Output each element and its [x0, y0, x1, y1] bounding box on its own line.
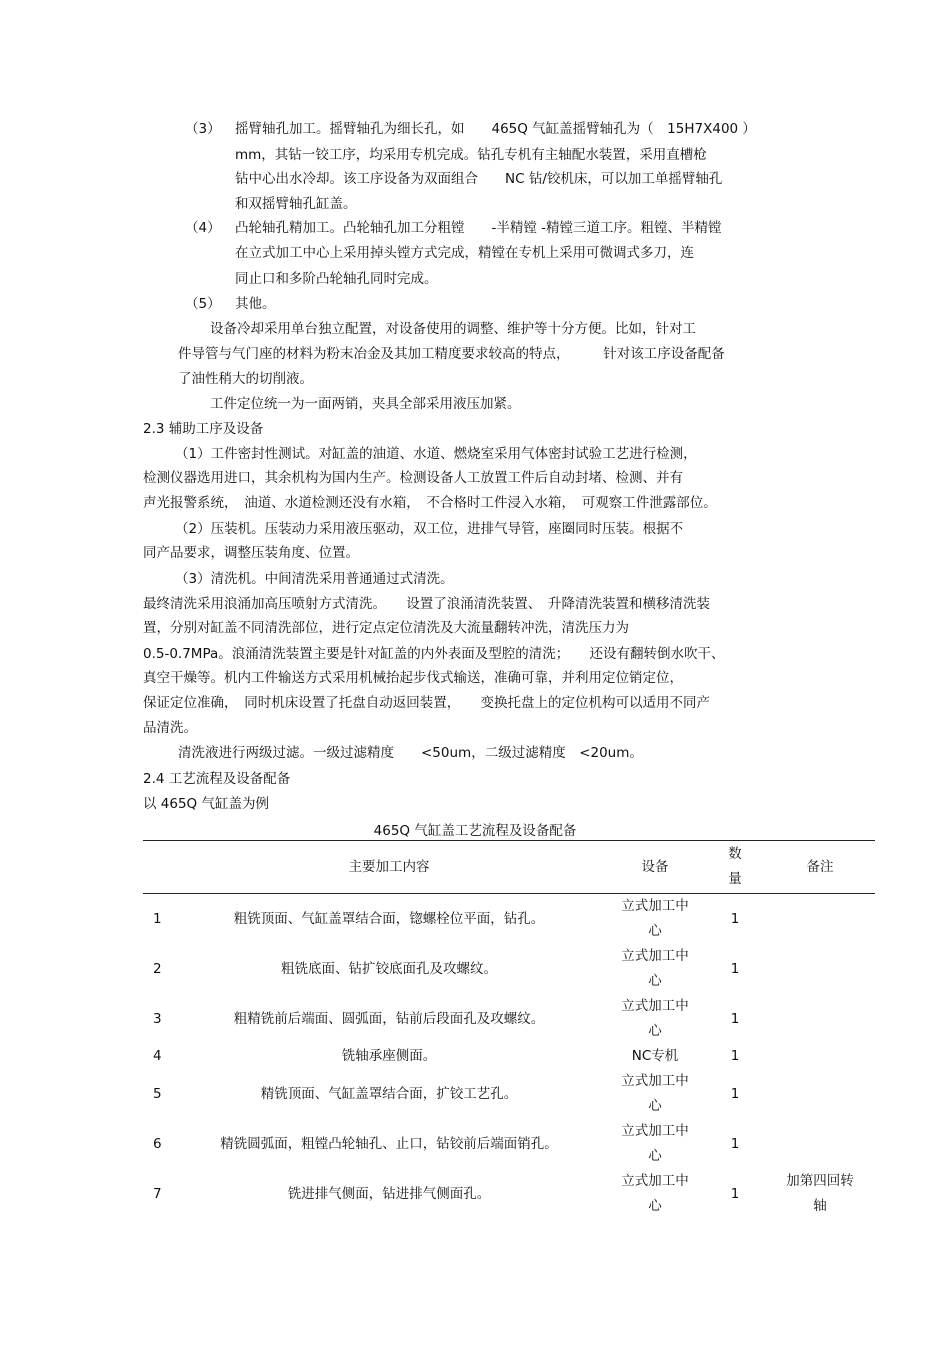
row-index: 2 [153, 960, 162, 977]
table-header-row [143, 841, 875, 894]
row-note [765, 944, 875, 994]
row-note [765, 1119, 875, 1169]
header-quantity-line: 数 [728, 846, 742, 862]
text-line: （3）清洗机。中间清洗采用普通通过式清洗。 [175, 571, 454, 587]
note-line: 轴 [813, 1198, 827, 1214]
text-line: 摇臂轴孔加工。摇臂轴孔为细长孔，如 465Q 气缸盖摇臂轴孔为（ 15H7X400 ） [235, 121, 756, 137]
equipment-line: 立式加工中 [621, 1073, 689, 1089]
table-row [143, 1069, 875, 1119]
section-heading: 2.4 工艺流程及设备配备 [143, 771, 291, 787]
text-line: 声光报警系统， 油道、水道检测还没有水箱， 不合格时工件浸入水箱， 可观察工件泄露部位。 [143, 495, 717, 511]
text-line: mm，其钻一铰工序，均采用专机完成。钻孔专机有主轴配水装置，采用直槽枪 [235, 147, 707, 163]
text-line: 同产品要求，调整压装角度、位置。 [143, 545, 359, 561]
text-line: 真空干燥等。机内工件输送方式采用机械抬起步伐式输送，准确可靠，并利用定位销定位， [143, 670, 683, 686]
text-line: （2）压装机。压装动力采用液压驱动，双工位，进排气导管，座圈同时压装。根据不 [175, 521, 684, 537]
row-equipment [605, 1069, 705, 1119]
row-content: 粗铣底面、钻扩铰底面孔及攻螺纹。 [281, 960, 497, 977]
row-content: 铣进排气侧面，钻进排气侧面孔。 [287, 1185, 491, 1202]
row-index: 5 [153, 1085, 162, 1102]
row-equipment [605, 1119, 705, 1169]
text-line: 设备冷却采用单台独立配置，对设备使用的调整、维护等十分方便。比如，针对工 [210, 321, 696, 337]
text-line: 保证定位准确， 同时机床设置了托盘自动返回装置， 变换托盘上的定位机构可以适用不同产 [143, 695, 710, 711]
item-number: （3） [185, 121, 221, 137]
text-line: 同止口和多阶凸轮轴孔同时完成。 [235, 271, 438, 287]
text-line: 了油性稍大的切削液。 [178, 371, 313, 387]
table-row [143, 994, 875, 1044]
equipment-line: 心 [648, 1148, 662, 1164]
text-line: 钻中心出水冷却。该工序设备为双面组合 NC 钻/铰机床，可以加工单摇臂轴孔 [235, 171, 723, 187]
row-quantity: 1 [730, 1010, 740, 1027]
row-content: 粗铣顶面、气缸盖罩结合面，锪螺栓位平面，钻孔。 [233, 910, 545, 927]
table-row [143, 944, 875, 994]
header-content: 主要加工内容 [173, 841, 605, 894]
row-equipment [605, 994, 705, 1044]
row-index: 1 [153, 910, 162, 927]
row-note [765, 1169, 875, 1219]
text-line: 工件定位统一为一面两销，夹具全部采用液压加紧。 [210, 396, 521, 412]
table-row [143, 1169, 875, 1219]
table-row [143, 1044, 875, 1069]
text-line: 0.5-0.7MPa。浪涌清洗装置主要是针对缸盖的内外表面及型腔的清洗； 还设有翻转倒水吹干、 [143, 646, 725, 662]
equipment-line: 心 [648, 973, 662, 989]
row-index: 3 [153, 1010, 162, 1027]
process-table [143, 840, 875, 1219]
text-line: 检测仪器选用进口，其余机构为国内生产。检测设备人工放置工件后自动封堵、检测、并有 [143, 470, 683, 486]
row-quantity: 1 [730, 960, 740, 977]
text-line: 最终清洗采用浪涌加高压喷射方式清洗。 设置了浪涌清洗装置、 升降清洗装置和横移清洗装 [143, 596, 710, 612]
text-line: 置，分别对缸盖不同清洗部位，进行定点定位清洗及大流量翻转冲洗，清洗压力为 [143, 620, 629, 636]
row-quantity: 1 [730, 1135, 740, 1152]
equipment-line: 心 [648, 1098, 662, 1114]
text-line: （1）工件密封性测试。对缸盖的油道、水道、燃烧室采用气体密封试验工艺进行检测， [175, 446, 697, 462]
header-note: 备注 [765, 841, 875, 894]
row-quantity: 1 [730, 910, 740, 927]
row-note [765, 994, 875, 1044]
section-heading: 2.3 辅助工序及设备 [143, 421, 264, 437]
item-number: （5） [185, 296, 221, 312]
row-content: 精铣顶面、气缸盖罩结合面，扩铰工艺孔。 [260, 1085, 518, 1102]
header-quantity-line: 量 [728, 871, 742, 887]
text-line: 其他。 [235, 296, 276, 312]
item-number: （4） [185, 220, 221, 236]
text-line: 和双摇臂轴孔缸盖。 [235, 196, 357, 212]
row-index: 7 [153, 1185, 162, 1202]
row-equipment [605, 894, 705, 945]
text-line: 凸轮轴孔精加工。凸轮轴孔加工分粗镗 -半精镗 -精镗三道工序。粗镗、半精镗 [235, 220, 722, 236]
table-row [143, 894, 875, 945]
row-index: 4 [153, 1048, 162, 1064]
row-quantity: 1 [730, 1085, 740, 1102]
text-line: 清洗液进行两级过滤。一级过滤精度 <50um，二级过滤精度 <20um。 [178, 745, 643, 761]
row-note [765, 894, 875, 945]
row-content: 铣轴承座侧面。 [341, 1048, 437, 1064]
text-line: 品清洗。 [143, 720, 197, 736]
row-index: 6 [153, 1135, 162, 1152]
equipment-line: 心 [648, 923, 662, 939]
header-quantity [705, 841, 765, 894]
equipment-line: 心 [648, 1023, 662, 1039]
equipment-line: 立式加工中 [621, 948, 689, 964]
equipment-line: 立式加工中 [621, 1173, 689, 1189]
equipment-line: 立式加工中 [621, 998, 689, 1014]
equipment-line: 立式加工中 [621, 1123, 689, 1139]
equipment-line: 心 [648, 1198, 662, 1214]
text-line: 以 465Q 气缸盖为例 [143, 796, 269, 812]
row-content: 粗精铣前后端面、圆弧面，钻前后段面孔及攻螺纹。 [233, 1010, 545, 1027]
row-content: 精铣圆弧面，粗镗凸轮轴孔、止口，钻铰前后端面销孔。 [220, 1135, 558, 1152]
row-quantity: 1 [730, 1048, 740, 1064]
equipment-line: 立式加工中 [621, 898, 689, 914]
row-note [765, 1069, 875, 1119]
text-line: 在立式加工中心上采用掉头镗方式完成，精镗在专机上采用可微调式多刀，连 [235, 245, 694, 261]
row-equipment [605, 1169, 705, 1219]
table-caption: 465Q 气缸盖工艺流程及设备配备 [373, 823, 577, 839]
note-line: 加第四回转 [786, 1173, 854, 1189]
row-equipment [605, 944, 705, 994]
table-row [143, 1119, 875, 1169]
header-index [143, 841, 173, 894]
text-line: 件导管与气门座的材料为粉末冶金及其加工精度要求较高的特点， 针对该工序设备配备 [178, 346, 725, 362]
row-equipment: NC专机 [631, 1048, 679, 1064]
row-quantity: 1 [730, 1185, 740, 1202]
row-note [765, 1044, 875, 1069]
header-equipment: 设备 [605, 841, 705, 894]
